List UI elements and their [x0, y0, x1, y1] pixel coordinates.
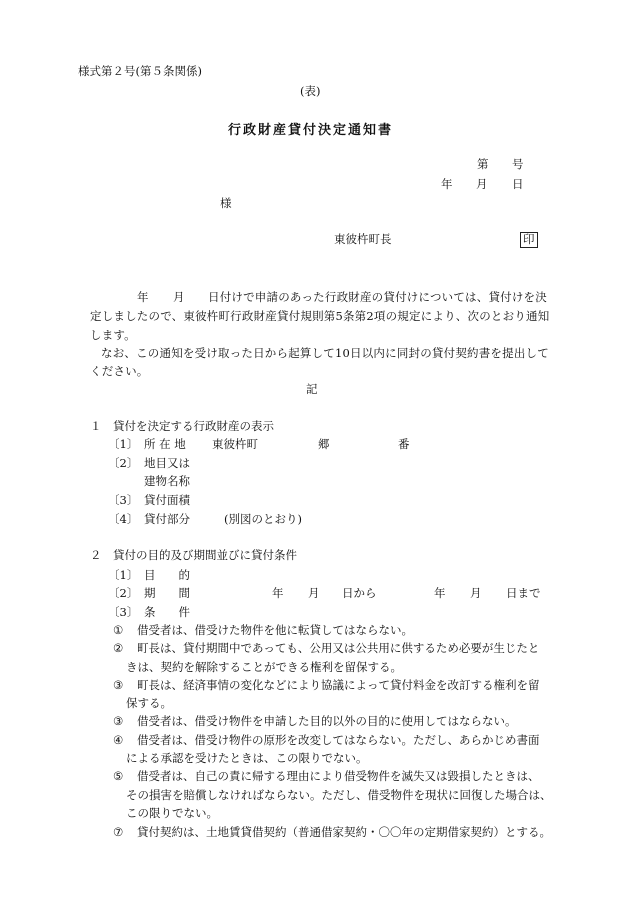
- s1-row4-label: 貸付部分: [144, 512, 190, 526]
- s2-purpose-num: 〔1〕: [108, 568, 139, 582]
- intro-year: 年: [137, 290, 149, 304]
- s1-row1-ban: 番: [398, 437, 410, 451]
- form-number: 様式第２号(第５条関係): [78, 64, 202, 78]
- page-title: 行政財産貸付決定通知書: [228, 123, 394, 138]
- number-dai: 第: [477, 157, 489, 171]
- para2-line2: ください。: [90, 364, 149, 378]
- intro-line2: 定しましたので、東彼杵町行政財産貸付規則第5条第2項の規定により、次のとおり通知: [90, 309, 550, 323]
- s1-row4-value: (別図のとおり): [224, 512, 302, 526]
- cond-2-line2: きは、契約を解除することができる権利を留保する。: [126, 660, 402, 674]
- date-day: 日: [512, 177, 524, 191]
- cond-2-mark: ②: [113, 641, 124, 655]
- section2-heading: ２ 貸付の目的及び期間並びに貸付条件: [90, 548, 297, 562]
- cond-7-line1: 貸付契約は、土地賃貸借契約（普通借家契約・〇〇年の定期借家契約）とする。: [137, 825, 551, 839]
- number-go: 号: [512, 157, 524, 171]
- cond-7-mark: ⑦: [113, 825, 124, 839]
- date-year: 年: [441, 177, 453, 191]
- s1-row1-town: 東彼杵町: [212, 437, 258, 451]
- cond-1-line1: 借受者は、借受けた物件を他に転貸してはならない。: [137, 623, 413, 637]
- cond-4-line1: 借受者は、借受け物件を申請した目的以外の目的に使用してはならない。: [137, 714, 517, 728]
- side-label: (表): [300, 84, 321, 98]
- para2-line1: なお、この通知を受け取った日から起算して10日以内に同封の貸付契約書を提出して: [101, 346, 549, 360]
- cond-3-mark: ③: [113, 678, 124, 692]
- intro-line1: 日付けで申請のあった行政財産の貸付けについては、貸付けを決: [208, 290, 547, 304]
- cond-1-mark: ①: [113, 623, 124, 637]
- cond-3-line2: 保する。: [126, 696, 172, 710]
- cond-5-mark: ④: [113, 733, 124, 747]
- cond-6-mark: ⑤: [113, 769, 124, 783]
- ki-mark: 記: [306, 382, 318, 396]
- s2-purpose-label: 目 的: [144, 568, 190, 582]
- s2-to-month: 月: [470, 586, 482, 600]
- s2-conditions-label: 条 件: [144, 605, 190, 619]
- addressee-suffix: 様: [220, 196, 232, 210]
- section1-heading: １ 貸付を決定する行政財産の表示: [90, 419, 274, 433]
- intro-line3: します。: [90, 328, 136, 342]
- s2-from-year: 年: [272, 586, 284, 600]
- cond-5-line2: による承認を受けたときは、この限りでない。: [126, 751, 368, 765]
- cond-6-line1: 借受者は、自己の責に帰する理由により借受物件を滅失又は毀損したときは、: [137, 769, 540, 783]
- cond-6-line3: この限りでない。: [126, 806, 218, 820]
- s1-row1-go: 郷: [318, 437, 330, 451]
- s1-row1-num: 〔1〕: [108, 437, 139, 451]
- s2-period-label: 期 間: [144, 586, 190, 600]
- date-month: 月: [476, 177, 488, 191]
- s1-row2-num: 〔2〕: [108, 456, 139, 470]
- cond-4-mark: ③: [113, 714, 124, 728]
- issuer: 東彼杵町長: [334, 232, 392, 246]
- s2-from-day: 日から: [342, 586, 377, 600]
- s1-row3-num: 〔3〕: [108, 493, 139, 507]
- seal-mark: 印: [520, 232, 538, 248]
- cond-3-line1: 町長は、経済事情の変化などにより協議によって貸付料金を改訂する権利を留: [137, 678, 540, 692]
- cond-2-line1: 町長は、貸付期間中であっても、公用又は公共用に供するため必要が生じたと: [137, 641, 540, 655]
- s2-from-month: 月: [308, 586, 320, 600]
- intro-month: 月: [173, 290, 185, 304]
- s1-row2-label: 地目又は: [144, 456, 190, 470]
- cond-5-line1: 借受者は、借受け物件の原形を改変してはならない。ただし、あらかじめ書面: [137, 733, 540, 747]
- cond-6-line2: その損害を賠償しなければならない。ただし、借受物件を現状に回復した場合は、: [126, 788, 552, 802]
- s2-to-year: 年: [434, 586, 446, 600]
- s2-period-num: 〔2〕: [108, 586, 139, 600]
- s1-row3-label: 貸付面積: [144, 493, 190, 507]
- s2-conditions-num: 〔3〕: [108, 605, 139, 619]
- s1-row1-label: 所 在 地: [144, 437, 186, 451]
- s2-to-day: 日まで: [506, 586, 541, 600]
- s1-row4-num: 〔4〕: [108, 512, 139, 526]
- s1-row2-label2: 建物名称: [144, 474, 190, 488]
